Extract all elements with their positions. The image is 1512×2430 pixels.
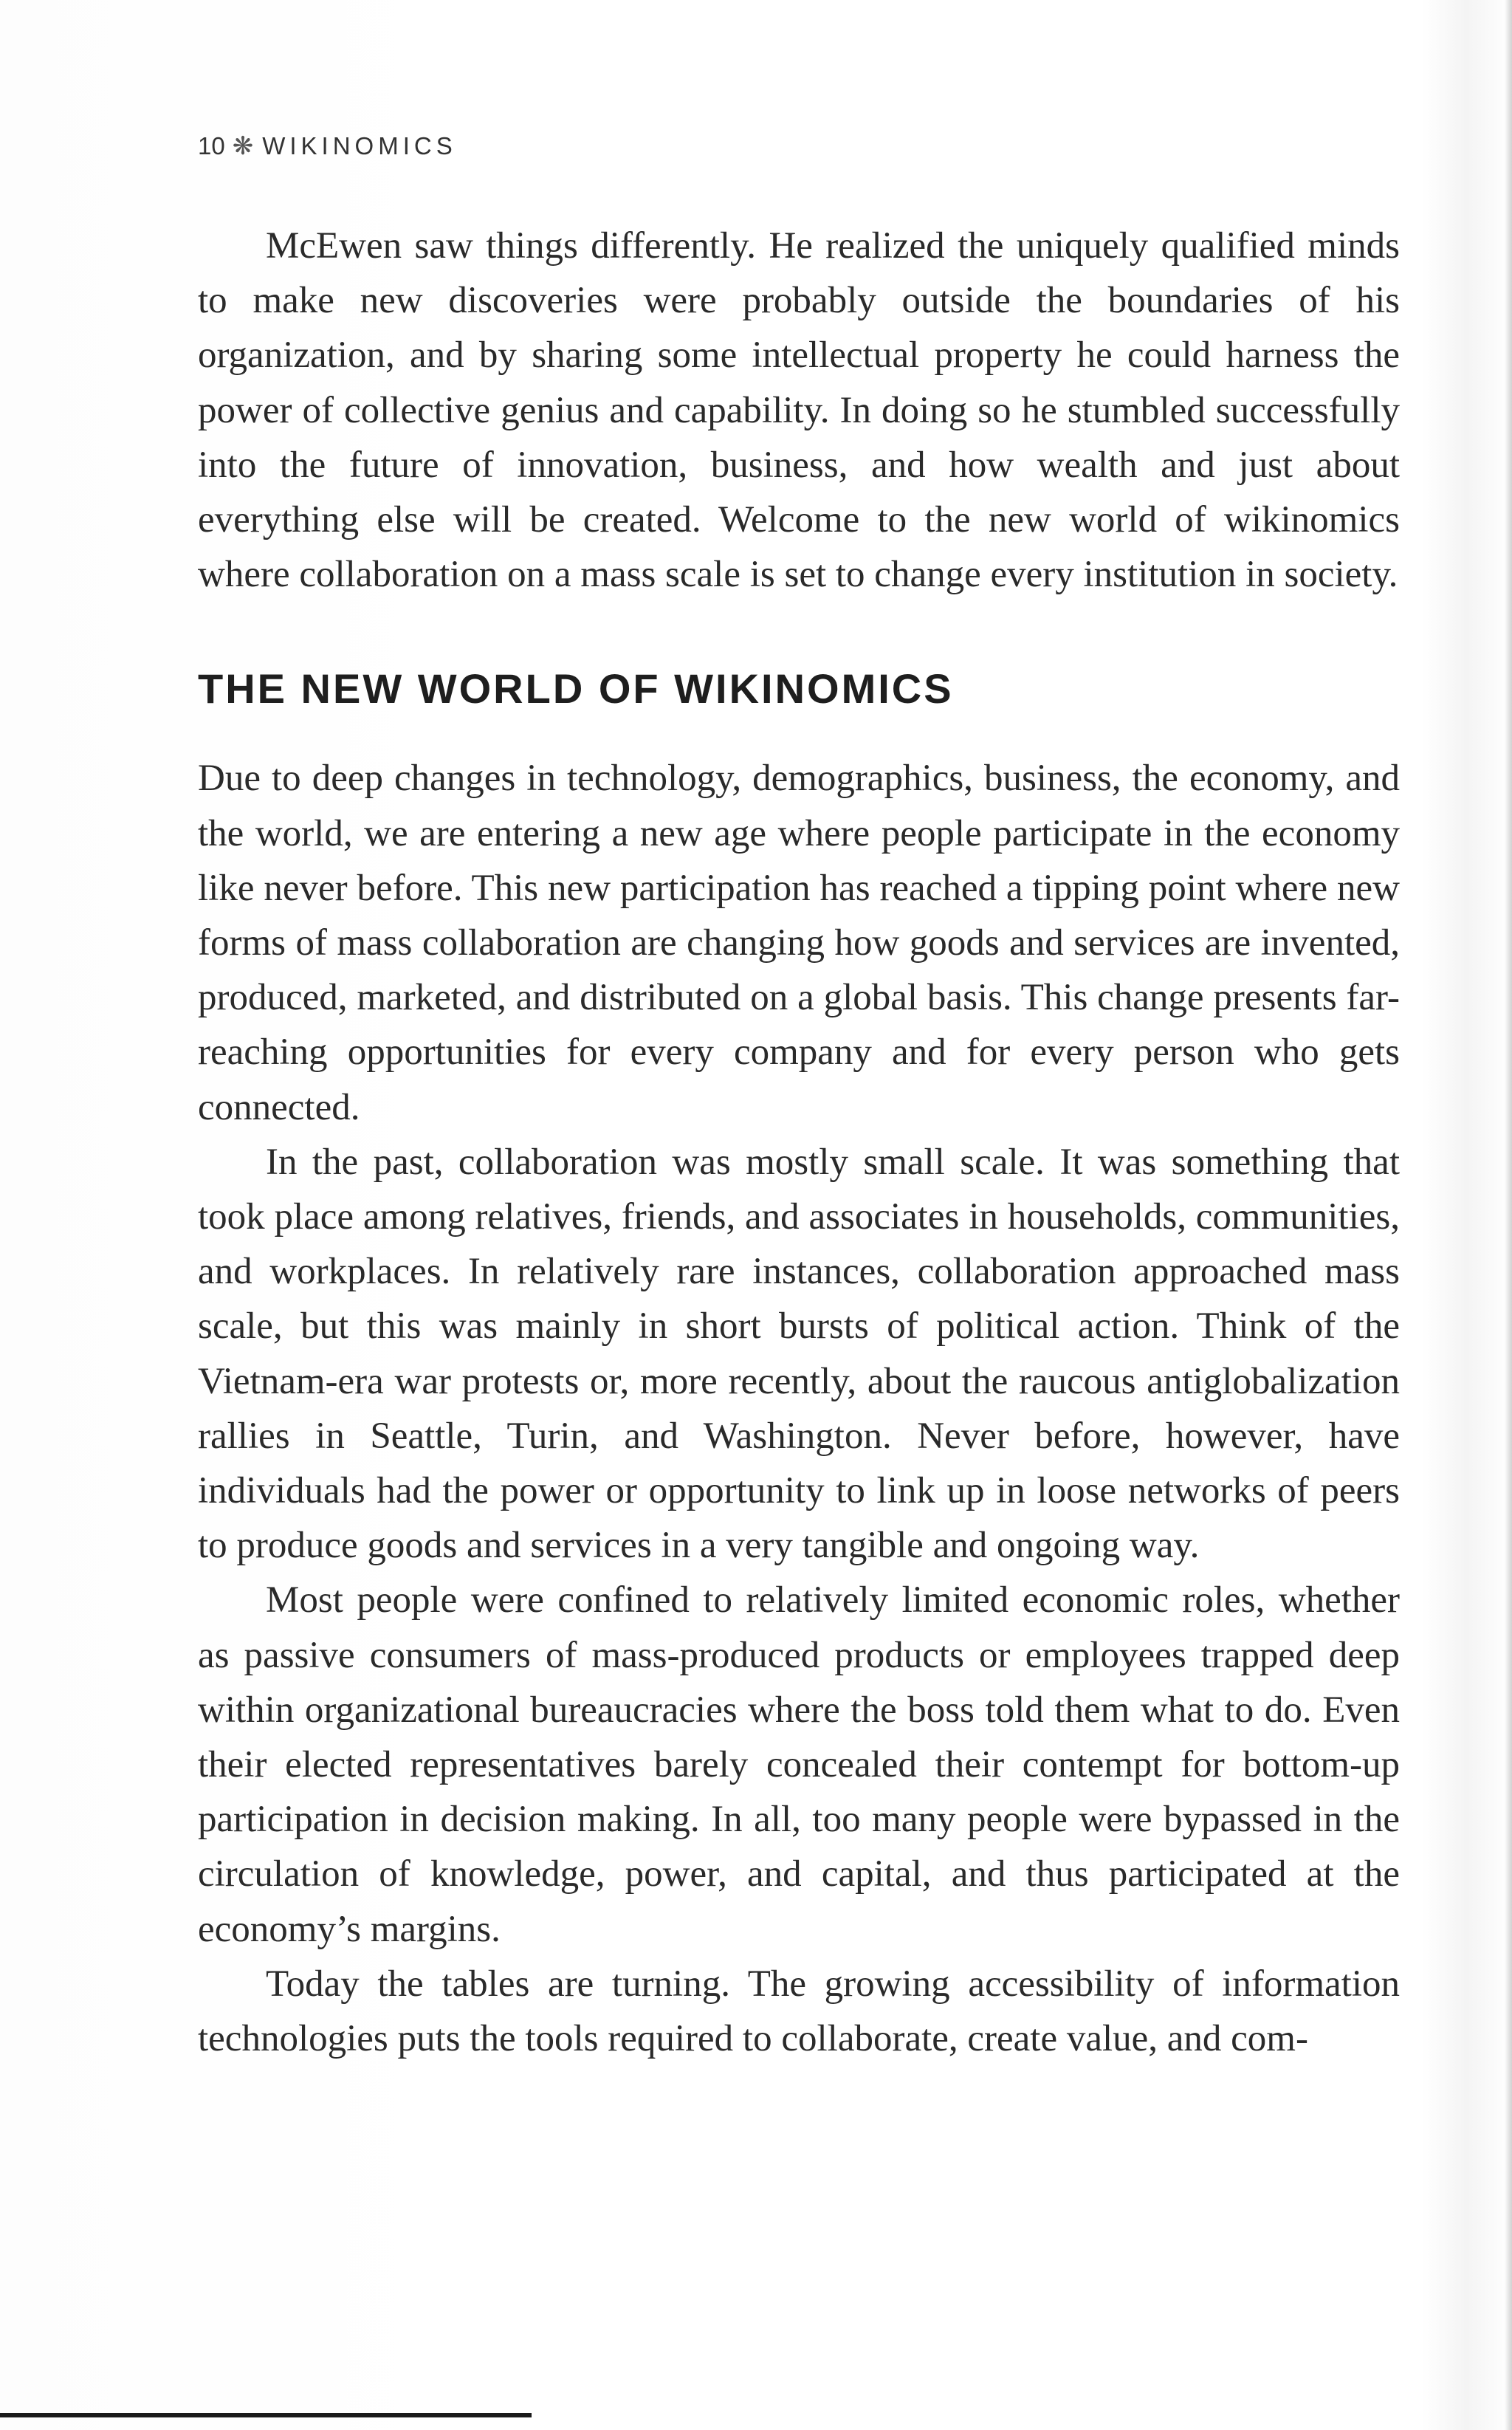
body-paragraph-2: In the past, collaboration was mostly small scale. It was something that took place among relatives, friends, and associates in households, communities, and workplaces. In relatively rare instances, collaboration approached mass scale, but this was mainly in short bursts of political action. Think of the Vietnam-era war protests or, more recently, about the raucous antiglobalization rallies in Seattle, Turin, and Washington. Never before, however, have individuals had the power or opportunity to link up in loose networks of peers to produce goods and services in a very tangible and ongoing way. <box>198 1141 1400 1567</box>
page-edge-shadow <box>1505 0 1512 2430</box>
bottom-rule <box>0 2413 532 2417</box>
intro-paragraph: McEwen saw things differently. He realized the uniquely qualified minds to make new discoveries were probably outside the boundaries of his organization, and by sharing some intellectual property he could harness the power of collective genius and capability. In doing so he stumbled successfully into the future of innovation, business, and how wealth and just about everything else will be created. Welcome to the new world of wikinomics where collaboration on a mass scale is set to change every institution in society. <box>198 225 1400 596</box>
book-title: WIKINOMICS <box>262 132 457 159</box>
ornament-icon: ❋ <box>232 132 254 160</box>
section-heading: THE NEW WORLD OF WIKINOMICS <box>198 665 954 713</box>
body-paragraph-3: Most people were confined to relatively limited economic roles, whether as passive consumers of mass-produced products or employees trapped deep within organizational bureaucracies where the boss told them what to do. Even their elected representatives barely concealed their contempt for bottom-up participation in decision making. In all, too many people were bypassed in the circulation of knowledge, power, and capital, and thus participated at the economy’s margins. <box>198 1579 1400 1950</box>
running-head <box>198 131 457 161</box>
page-body <box>198 219 1400 2066</box>
page-number: 10 <box>198 132 225 159</box>
body-paragraph-1: Due to deep changes in technology, demographics, business, the economy, and the world, we are entering a new age where people participate in the economy like never before. This new participation has reached a tipping point where new forms of mass collaboration are changing how goods and services are invented, produced, marketed, and distributed on a global basis. This change presents far-reaching opportunities for every company and for every person who gets connected. <box>198 758 1400 1128</box>
body-paragraph-4: Today the tables are turning. The growing accessibility of information technologies puts the tools required to collaborate, create value, and com- <box>198 1963 1400 2060</box>
